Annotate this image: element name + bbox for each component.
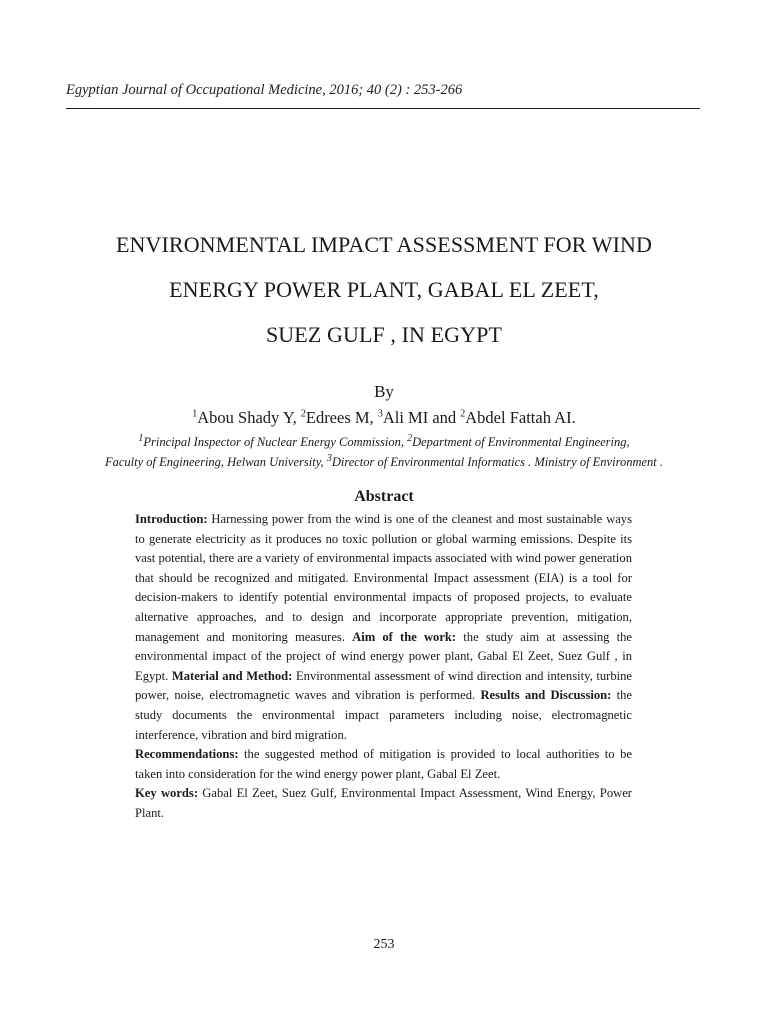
title-line-2: ENERGY POWER PLANT, GABAL EL ZEET, xyxy=(169,277,599,302)
aim-label: Aim of the work: xyxy=(352,629,457,644)
abstract-heading: Abstract xyxy=(354,488,414,505)
intro-text: Harnessing power from the wind is one of the cleanest and most sustainable ways to generate electricity as it produces no toxic pollution or global warming emissions. Despite its vast potential, there are a variety of environmental impacts associated with wind power generation that should be recognized and mitigated. Environmental Impact assessment (EIA) is a tool for decision-makers to identify potential environmental impacts of proposed projects, to evaluate alternative approaches, and to design and incorporate appropriate prevention, mitigation, management and monitoring measures. xyxy=(135,512,632,644)
aim-text: the study aim at assessing the environmental impact of the project of wind energy power plant, Gabal El Zeet, Suez Gulf , in Egypt. xyxy=(135,629,632,683)
affil-marker-1: 1 xyxy=(138,432,144,444)
affil-text-4: Director of Environmental Informatics . Ministry of Environment . xyxy=(331,455,664,469)
author-3-affil-marker: 3 xyxy=(377,408,383,420)
keywords-label: Key words: xyxy=(135,786,199,801)
intro-label: Introduction: xyxy=(135,512,208,526)
title-line-1: ENVIRONMENTAL IMPACT ASSESSMENT FOR WIND xyxy=(115,232,653,257)
paper-title xyxy=(40,222,728,357)
author-1-affil-marker: 1 xyxy=(192,408,198,420)
author-list xyxy=(0,408,768,428)
title-line-3: SUEZ GULF , IN EGYPT xyxy=(265,322,503,347)
affil-marker-3: 3 xyxy=(326,452,332,464)
author-4-name: Abdel Fattah AI. xyxy=(465,408,576,427)
recommendations-text: the suggested method of mitigation is provided to local authorities to be taken into consideration for the wind energy power plant, Gabal El Zeet. xyxy=(135,747,632,781)
affil-text-2: Department of Environmental Engineering, xyxy=(412,435,630,449)
abstract-body xyxy=(135,510,632,824)
affil-marker-2: 2 xyxy=(407,432,413,444)
method-text: Environmental assessment of wind direction and intensity, turbine power, noise, electromagnetic waves and vibration is performed. xyxy=(135,668,632,703)
affiliation-line-1 xyxy=(40,432,728,452)
method-label: Material and Method: xyxy=(171,668,293,683)
author-2-name: Edrees M, xyxy=(305,408,378,427)
affil-text-1: Principal Inspector of Nuclear Energy Commission, xyxy=(143,435,408,449)
page-number: 253 xyxy=(373,937,395,952)
keywords-text: Gabal El Zeet, Suez Gulf, Environmental Impact Assessment, Wind Energy, Power Plant. xyxy=(135,786,632,820)
affiliations xyxy=(40,432,728,472)
affil-text-3: Faculty of Engineering, Helwan University, xyxy=(104,455,327,469)
recommendations-label: Recommendations: xyxy=(135,747,239,762)
author-3-name: Ali MI and xyxy=(382,408,461,427)
header-rule xyxy=(66,108,700,109)
author-2-affil-marker: 2 xyxy=(300,408,306,420)
results-label: Results and Discussion: xyxy=(480,688,612,703)
author-1-name: Abou Shady Y, xyxy=(197,408,301,427)
journal-citation: Egyptian Journal of Occupational Medicine, 2016; 40 (2) : 253-266 xyxy=(66,82,463,98)
author-4-affil-marker: 2 xyxy=(460,408,466,420)
results-text: the study documents the environmental impact parameters including noise, electromagnetic interference, vibration and bird migration. xyxy=(135,688,632,742)
byline: By xyxy=(374,382,394,401)
abstract-paragraph xyxy=(135,510,632,824)
affiliation-line-2 xyxy=(40,452,728,472)
